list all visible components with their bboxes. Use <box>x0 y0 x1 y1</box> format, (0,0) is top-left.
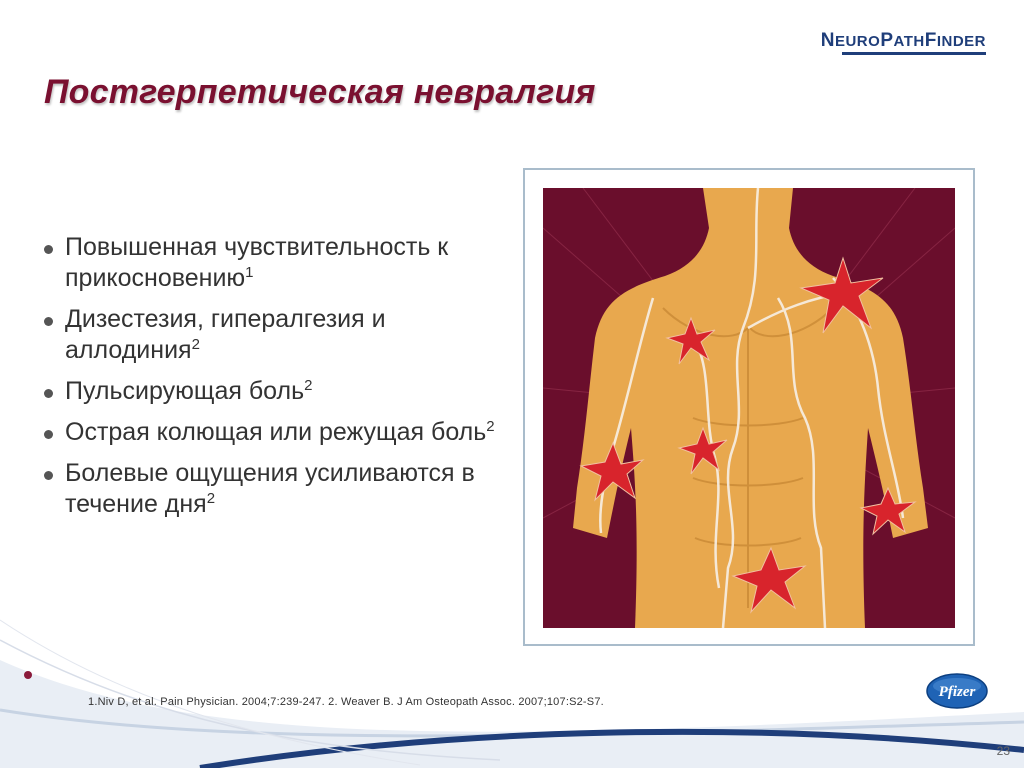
bullet-text: Повышенная чувствительность к прикосновению <box>65 233 449 292</box>
bullet-text: Болевые ощущения усиливаются в течение дня <box>65 459 475 518</box>
body-pain-illustration <box>543 188 955 628</box>
illustration-frame <box>523 168 975 646</box>
bullet-list <box>40 232 510 530</box>
footnote-ref: 2 <box>191 336 200 353</box>
footnote-ref: 2 <box>486 418 495 435</box>
logo-underline <box>842 52 986 55</box>
bullet-text: Пульсирующая боль <box>65 377 305 405</box>
bullet-item <box>40 376 510 407</box>
neuropathfinder-logo: NEUROPATHFINDER <box>820 30 986 51</box>
bullet-item <box>40 304 510 366</box>
pfizer-logo <box>926 672 988 710</box>
footnote-ref: 2 <box>206 490 216 507</box>
pfizer-logo-text: Pfizer <box>938 684 976 700</box>
footnote-ref: 1 <box>245 264 254 281</box>
bullet-dot-icon <box>44 389 53 398</box>
bullet-text: Дизестезия, гипералгезия и аллодиния <box>65 305 386 364</box>
bullet-dot-icon <box>44 245 53 254</box>
bullet-dot-icon <box>44 471 53 480</box>
bullet-text: Острая колющая или режущая боль <box>65 418 487 446</box>
bullet-item <box>40 232 510 294</box>
references-footnote: 1.Niv D, et al. Pain Physician. 2004;7:239-247. 2. Weaver B. J Am Osteopath Assoc. 2007;107:S2-S7. <box>88 696 604 708</box>
bullet-dot-icon <box>44 317 53 326</box>
slide-title: Постгерпетическая невралгия <box>44 73 596 111</box>
bullet-item <box>40 417 510 448</box>
bullet-item <box>40 458 510 520</box>
page-number: 23 <box>996 744 1010 758</box>
footnote-ref: 2 <box>304 377 313 394</box>
bullet-dot-icon <box>44 430 53 439</box>
